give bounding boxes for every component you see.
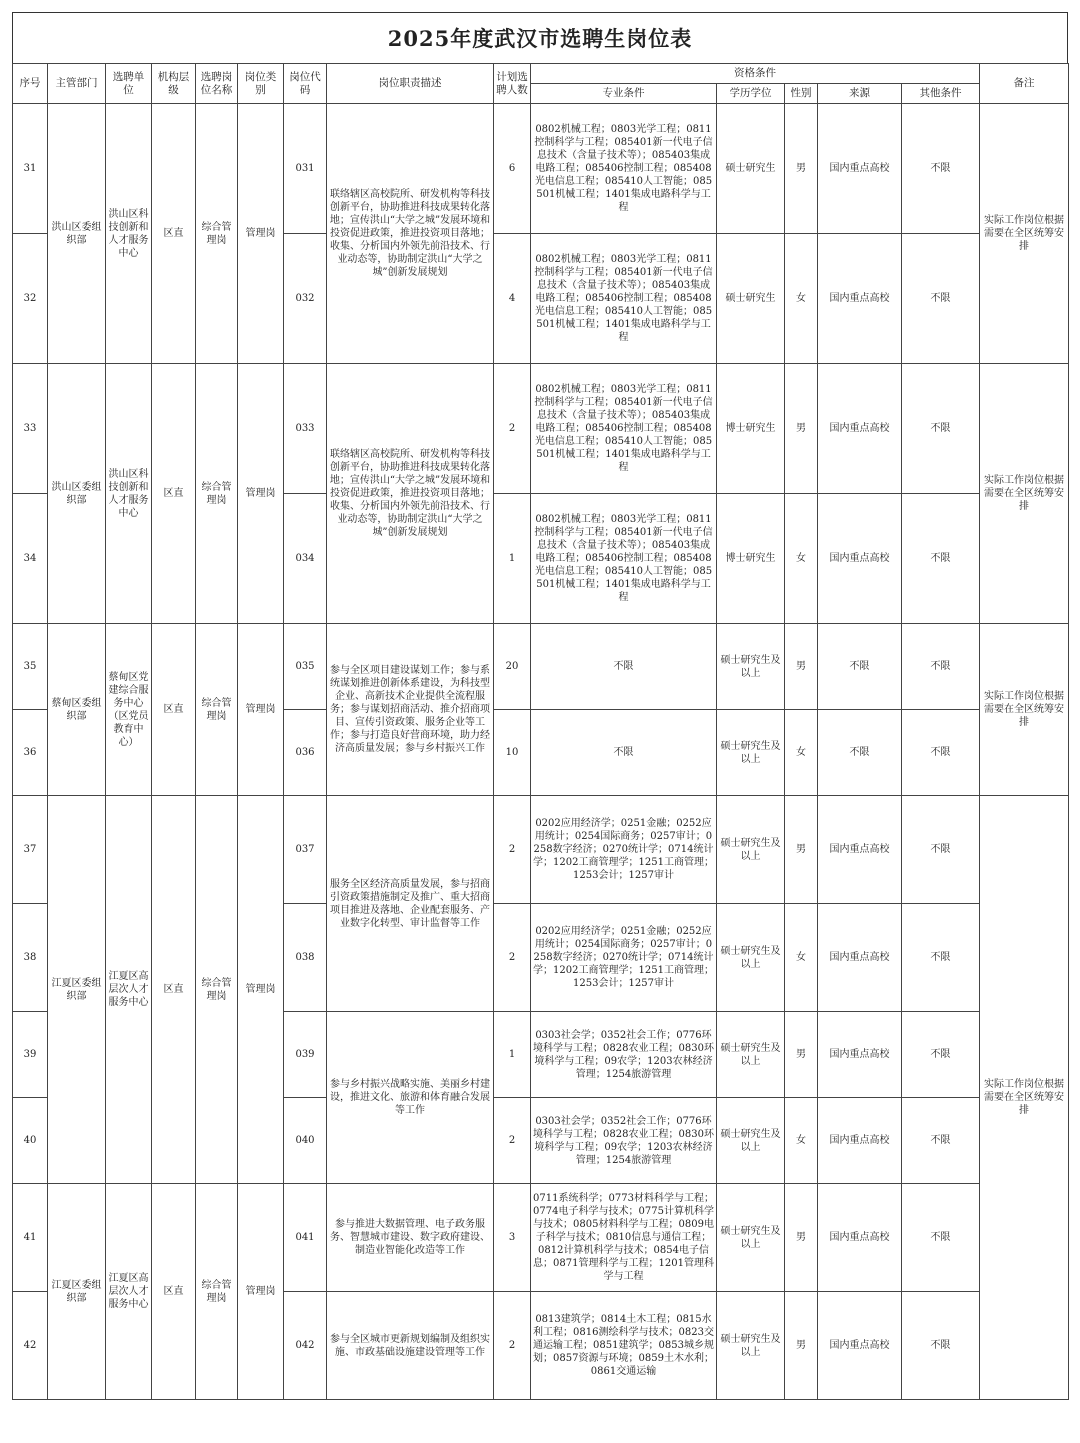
cell-post-code: 038	[284, 904, 327, 1012]
cell-degree: 硕士研究生及以上	[717, 1292, 785, 1400]
cell-duty: 参与全区城市更新规划编制及组织实施、市政基础设施建设管理等工作	[327, 1292, 494, 1400]
cell-duty: 参与推进大数据管理、电子政务服务、智慧城市建设、数字政府建设、制造业智能化改造等工作	[327, 1184, 494, 1292]
cell-other: 不限	[902, 1012, 980, 1098]
cell-seq: 36	[13, 710, 48, 796]
cell-other: 不限	[902, 796, 980, 904]
cell-level: 区直	[152, 104, 196, 364]
cell-gender: 男	[785, 796, 818, 904]
cell-other: 不限	[902, 904, 980, 1012]
cell-duty: 参与乡村振兴战略实施、美丽乡村建设，推进文化、旅游和体育融合发展等工作	[327, 1012, 494, 1184]
cell-level: 区直	[152, 1184, 196, 1400]
cell-degree: 硕士研究生及以上	[717, 710, 785, 796]
cell-post-code: 041	[284, 1184, 327, 1292]
cell-source: 国内重点高校	[818, 1184, 902, 1292]
cell-level: 区直	[152, 364, 196, 624]
header-other: 其他条件	[902, 84, 980, 104]
cell-source: 国内重点高校	[818, 234, 902, 364]
cell-unit: 江夏区高层次人才服务中心	[106, 796, 152, 1184]
cell-seq: 31	[13, 104, 48, 234]
cell-seq: 39	[13, 1012, 48, 1098]
header-duty: 岗位职责描述	[327, 64, 494, 104]
cell-note: 实际工作岗位根据需要在全区统筹安排	[980, 104, 1069, 364]
cell-count: 6	[494, 104, 531, 234]
cell-dept: 蔡甸区委组织部	[48, 624, 106, 796]
header-level: 机构层级	[152, 64, 196, 104]
cell-post-type: 管理岗	[238, 1184, 284, 1400]
cell-degree: 硕士研究生及以上	[717, 1098, 785, 1184]
cell-other: 不限	[902, 1292, 980, 1400]
cell-gender: 女	[785, 710, 818, 796]
cell-other: 不限	[902, 1184, 980, 1292]
cell-note: 实际工作岗位根据需要在全区统筹安排	[980, 364, 1069, 624]
cell-post-code: 034	[284, 494, 327, 624]
cell-major: 不限	[531, 710, 717, 796]
cell-source: 国内重点高校	[818, 1012, 902, 1098]
cell-gender: 男	[785, 104, 818, 234]
cell-post-name: 综合管理岗	[196, 624, 238, 796]
cell-other: 不限	[902, 624, 980, 710]
cell-source: 国内重点高校	[818, 904, 902, 1012]
cell-seq: 35	[13, 624, 48, 710]
cell-dept: 洪山区委组织部	[48, 364, 106, 624]
cell-post-type: 管理岗	[238, 104, 284, 364]
cell-source: 国内重点高校	[818, 1098, 902, 1184]
cell-count: 10	[494, 710, 531, 796]
cell-post-code: 042	[284, 1292, 327, 1400]
cell-degree: 硕士研究生	[717, 234, 785, 364]
header-gender: 性别	[785, 84, 818, 104]
cell-source: 不限	[818, 624, 902, 710]
cell-count: 2	[494, 796, 531, 904]
header-count: 计划选聘人数	[494, 64, 531, 104]
cell-gender: 男	[785, 364, 818, 494]
cell-gender: 男	[785, 624, 818, 710]
cell-source: 国内重点高校	[818, 796, 902, 904]
cell-count: 20	[494, 624, 531, 710]
cell-other: 不限	[902, 710, 980, 796]
cell-post-code: 039	[284, 1012, 327, 1098]
cell-note: 实际工作岗位根据需要在全区统筹安排	[980, 796, 1069, 1400]
cell-post-code: 032	[284, 234, 327, 364]
cell-post-name: 综合管理岗	[196, 364, 238, 624]
cell-major: 0802机械工程；0803光学工程；0811控制科学与工程；085401新一代电子信息技术（含量子技术等）；085403集成电路工程；085406控制工程；085408光电信息工程；085410人工智能；085501机械工程；1401集成电路科学与工程	[531, 104, 717, 234]
cell-major: 0802机械工程；0803光学工程；0811控制科学与工程；085401新一代电子信息技术（含量子技术等）；085403集成电路工程；085406控制工程；085408光电信息工程；085410人工智能；085501机械工程；1401集成电路科学与工程	[531, 494, 717, 624]
job-table-sheet	[12, 12, 1068, 1400]
cell-major: 0711系统科学；0773材料科学与工程；0774电子科学与技术；0775计算机科学与技术；0805材料科学与工程；0809电子科学与技术；0810信息与通信工程；0812计算机科学与技术；0854电子信息；0871管理科学与工程；1201管理科学与工程	[531, 1184, 717, 1292]
cell-other: 不限	[902, 1098, 980, 1184]
cell-other: 不限	[902, 234, 980, 364]
cell-major: 0303社会学；0352社会工作；0776环境科学与工程；0828农业工程；0830环境科学与工程；09农学；1203农林经济管理；1254旅游管理	[531, 1098, 717, 1184]
cell-post-code: 031	[284, 104, 327, 234]
cell-degree: 硕士研究生及以上	[717, 904, 785, 1012]
cell-source: 不限	[818, 710, 902, 796]
cell-degree: 硕士研究生及以上	[717, 796, 785, 904]
cell-unit: 洪山区科技创新和人才服务中心	[106, 104, 152, 364]
cell-degree: 硕士研究生及以上	[717, 1184, 785, 1292]
cell-post-code: 035	[284, 624, 327, 710]
cell-major: 不限	[531, 624, 717, 710]
header-post-name: 选聘岗位名称	[196, 64, 238, 104]
header-qualification: 资格条件	[531, 64, 980, 84]
cell-post-type: 管理岗	[238, 796, 284, 1184]
header-note: 备注	[980, 64, 1069, 104]
cell-major: 0802机械工程；0803光学工程；0811控制科学与工程；085401新一代电子信息技术（含量子技术等）；085403集成电路工程；085406控制工程；085408光电信息工程；085410人工智能；085501机械工程；1401集成电路科学与工程	[531, 364, 717, 494]
cell-gender: 女	[785, 494, 818, 624]
cell-major: 0303社会学；0352社会工作；0776环境科学与工程；0828农业工程；0830环境科学与工程；09农学；1203农林经济管理；1254旅游管理	[531, 1012, 717, 1098]
cell-count: 1	[494, 1012, 531, 1098]
cell-source: 国内重点高校	[818, 364, 902, 494]
table-row	[13, 364, 1069, 494]
cell-unit: 蔡甸区党建综合服务中心（区党员教育中心）	[106, 624, 152, 796]
header-source: 来源	[818, 84, 902, 104]
header-post-code: 岗位代码	[284, 64, 327, 104]
header-unit: 选聘单位	[106, 64, 152, 104]
job-table	[12, 63, 1069, 1400]
cell-gender: 男	[785, 1292, 818, 1400]
cell-degree: 硕士研究生及以上	[717, 1012, 785, 1098]
cell-gender: 女	[785, 904, 818, 1012]
cell-degree: 硕士研究生及以上	[717, 624, 785, 710]
cell-post-type: 管理岗	[238, 364, 284, 624]
cell-post-name: 综合管理岗	[196, 796, 238, 1184]
table-row	[13, 624, 1069, 710]
cell-other: 不限	[902, 364, 980, 494]
cell-level: 区直	[152, 796, 196, 1184]
cell-other: 不限	[902, 104, 980, 234]
cell-post-code: 036	[284, 710, 327, 796]
cell-major: 0202应用经济学；0251金融；0252应用统计；0254国际商务；0257审计；0258数字经济；0270统计学；0714统计学；1202工商管理学；1251工商管理；1253会计；1257审计	[531, 796, 717, 904]
cell-seq: 40	[13, 1098, 48, 1184]
table-row	[13, 1184, 1069, 1292]
cell-count: 1	[494, 494, 531, 624]
header-post-type: 岗位类别	[238, 64, 284, 104]
cell-post-name: 综合管理岗	[196, 104, 238, 364]
cell-count: 2	[494, 1098, 531, 1184]
cell-count: 3	[494, 1184, 531, 1292]
cell-source: 国内重点高校	[818, 104, 902, 234]
cell-count: 2	[494, 1292, 531, 1400]
header-degree: 学历学位	[717, 84, 785, 104]
cell-unit: 江夏区高层次人才服务中心	[106, 1184, 152, 1400]
cell-post-name: 综合管理岗	[196, 1184, 238, 1400]
cell-seq: 37	[13, 796, 48, 904]
cell-gender: 男	[785, 1184, 818, 1292]
cell-dept: 洪山区委组织部	[48, 104, 106, 364]
cell-seq: 34	[13, 494, 48, 624]
cell-major: 0813建筑学；0814土木工程；0815水利工程；0816测绘科学与技术；0823交通运输工程；0851建筑学；0853城乡规划；0857资源与环境；0859土木水利；0861交通运输	[531, 1292, 717, 1400]
cell-duty: 联络辖区高校院所、研发机构等科技创新平台，协助推进科技成果转化落地；宣传洪山“大学之城”发展环境和投资促进政策，推进投资项目落地；收集、分析国内外领先前沿技术、行业动态等，协助制定洪山“大学之城”创新发展规划	[327, 364, 494, 624]
cell-seq: 38	[13, 904, 48, 1012]
cell-duty: 参与全区项目建设谋划工作；参与系统谋划推进创新体系建设，为科技型企业、高新技术企业提供全流程服务；参与谋划招商活动、推介招商项目、宣传引资政策、服务企业等工作；参与打造良好营商环境，助力经济高质量发展；参与乡村振兴工作	[327, 624, 494, 796]
cell-seq: 33	[13, 364, 48, 494]
cell-count: 4	[494, 234, 531, 364]
cell-degree: 博士研究生	[717, 364, 785, 494]
cell-post-code: 033	[284, 364, 327, 494]
cell-duty: 联络辖区高校院所、研发机构等科技创新平台，协助推进科技成果转化落地；宣传洪山“大学之城”发展环境和投资促进政策，推进投资项目落地；收集、分析国内外领先前沿技术、行业动态等，协助制定洪山“大学之城”创新发展规划	[327, 104, 494, 364]
cell-degree: 硕士研究生	[717, 104, 785, 234]
cell-dept: 江夏区委组织部	[48, 796, 106, 1184]
cell-gender: 女	[785, 1098, 818, 1184]
table-title: 2025年度武汉市选聘生岗位表	[12, 12, 1068, 63]
header-major: 专业条件	[531, 84, 717, 104]
cell-count: 2	[494, 364, 531, 494]
cell-seq: 42	[13, 1292, 48, 1400]
page-bottom-margin	[0, 1400, 1080, 1443]
table-row	[13, 104, 1069, 234]
cell-seq: 32	[13, 234, 48, 364]
cell-post-code: 037	[284, 796, 327, 904]
cell-post-type: 管理岗	[238, 624, 284, 796]
cell-major: 0202应用经济学；0251金融；0252应用统计；0254国际商务；0257审计；0258数字经济；0270统计学；0714统计学；1202工商管理学；1251工商管理；1253会计；1257审计	[531, 904, 717, 1012]
cell-major: 0802机械工程；0803光学工程；0811控制科学与工程；085401新一代电子信息技术（含量子技术等）；085403集成电路工程；085406控制工程；085408光电信息工程；085410人工智能；085501机械工程；1401集成电路科学与工程	[531, 234, 717, 364]
cell-other: 不限	[902, 494, 980, 624]
cell-dept: 江夏区委组织部	[48, 1184, 106, 1400]
table-row	[13, 796, 1069, 904]
header-seq: 序号	[13, 64, 48, 104]
header-dept: 主管部门	[48, 64, 106, 104]
cell-source: 国内重点高校	[818, 1292, 902, 1400]
cell-note: 实际工作岗位根据需要在全区统筹安排	[980, 624, 1069, 796]
cell-gender: 女	[785, 234, 818, 364]
cell-degree: 博士研究生	[717, 494, 785, 624]
cell-gender: 男	[785, 1012, 818, 1098]
cell-duty: 服务全区经济高质量发展，参与招商引资政策措施制定及推广、重大招商项目推进及落地、企业配套服务、产业数字化转型、审计监督等工作	[327, 796, 494, 1012]
cell-seq: 41	[13, 1184, 48, 1292]
cell-source: 国内重点高校	[818, 494, 902, 624]
cell-level: 区直	[152, 624, 196, 796]
cell-unit: 洪山区科技创新和人才服务中心	[106, 364, 152, 624]
cell-count: 2	[494, 904, 531, 1012]
cell-post-code: 040	[284, 1098, 327, 1184]
